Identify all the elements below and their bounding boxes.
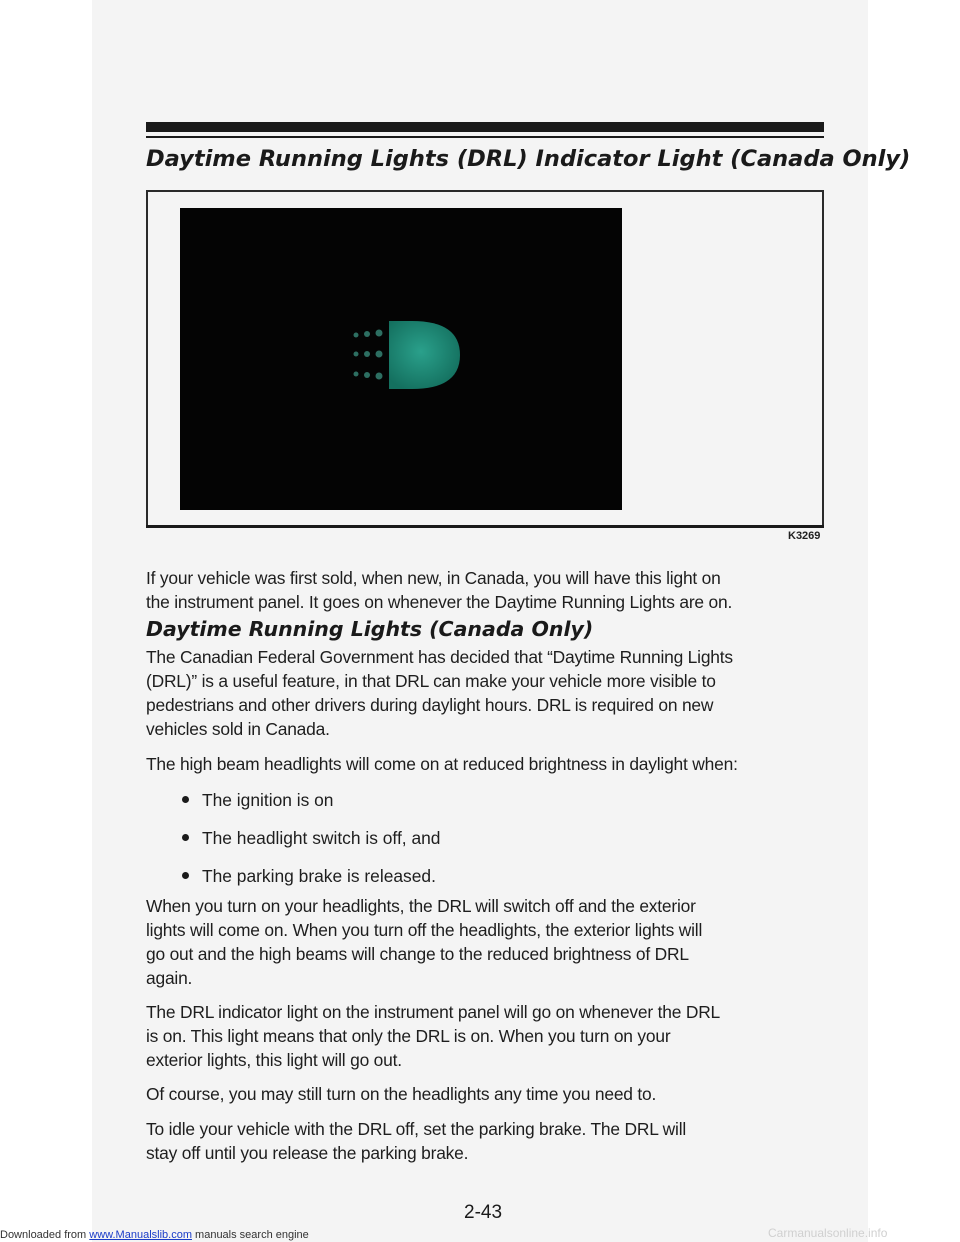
para1-line-4: vehicles sold in Canada. (146, 719, 330, 739)
section-heading: Daytime Running Lights (DRL) Indicator Light (Canada Only) (146, 146, 911, 172)
indicator-panel (180, 208, 622, 510)
para6-line-1: To idle your vehicle with the DRL off, set the parking brake. The DRL will (146, 1119, 687, 1139)
drl-indicator-icon (180, 208, 622, 510)
watermark: Carmanualsonline.info (768, 1226, 888, 1240)
list-item: The parking brake is released. (182, 864, 440, 902)
light-beam-rays-icon (354, 330, 383, 380)
para3-line-4: again. (146, 968, 193, 988)
list-item: The headlight switch is off, and (182, 826, 440, 864)
headlamp-lens-icon (389, 321, 460, 389)
bullet-icon (182, 796, 189, 803)
page-number: 2-43 (464, 1202, 503, 1223)
para4-line-3: exterior lights, this light will go out. (146, 1050, 402, 1070)
intro-line-1: If your vehicle was first sold, when new, in Canada, you will have this light on (146, 568, 721, 588)
subheading: Daytime Running Lights (Canada Only) (146, 617, 594, 641)
download-footer (0, 1229, 309, 1241)
footer-prefix: Downloaded from (0, 1229, 90, 1241)
bullet-icon (182, 834, 189, 841)
para1-line-2: (DRL)” is a useful feature, in that DRL can make your vehicle more visible to (146, 671, 716, 691)
list-item: The ignition is on (182, 788, 440, 826)
footer-suffix: manuals search engine (191, 1229, 309, 1241)
para5-line-1: Of course, you may still turn on the headlights any time you need to. (146, 1084, 657, 1104)
para3-line-3: go out and the high beams will change to the reduced brightness of DRL (146, 944, 689, 964)
para4-line-1: The DRL indicator light on the instrument panel will go on whenever the DRL (146, 1002, 721, 1022)
manualslib-link[interactable]: www.Manualslib.com (89, 1229, 192, 1241)
para4-line-2: is on. This light means that only the DRL is on. When you turn on your (146, 1026, 671, 1046)
figure-bottom-rule (146, 525, 824, 528)
condition-list (182, 788, 440, 902)
intro-line-2: the instrument panel. It goes on whenever the Daytime Running Lights are on. (146, 592, 733, 612)
para3-line-1: When you turn on your headlights, the DRL will switch off and the exterior (146, 896, 696, 916)
para1-line-3: pedestrians and other drivers during daylight hours. DRL is required on new (146, 695, 714, 715)
para3-line-2: lights will come on. When you turn off the headlights, the exterior lights will (146, 920, 703, 940)
para1-line-1: The Canadian Federal Government has decided that “Daytime Running Lights (146, 647, 733, 667)
top-rule (146, 122, 824, 132)
top-rule-thin (146, 136, 824, 138)
bullet-icon (182, 872, 189, 879)
para2-line-1: The high beam headlights will come on at reduced brightness in daylight when: (146, 754, 738, 774)
figure-id: K3269 (788, 530, 821, 542)
para6-line-2: stay off until you release the parking brake. (146, 1143, 469, 1163)
